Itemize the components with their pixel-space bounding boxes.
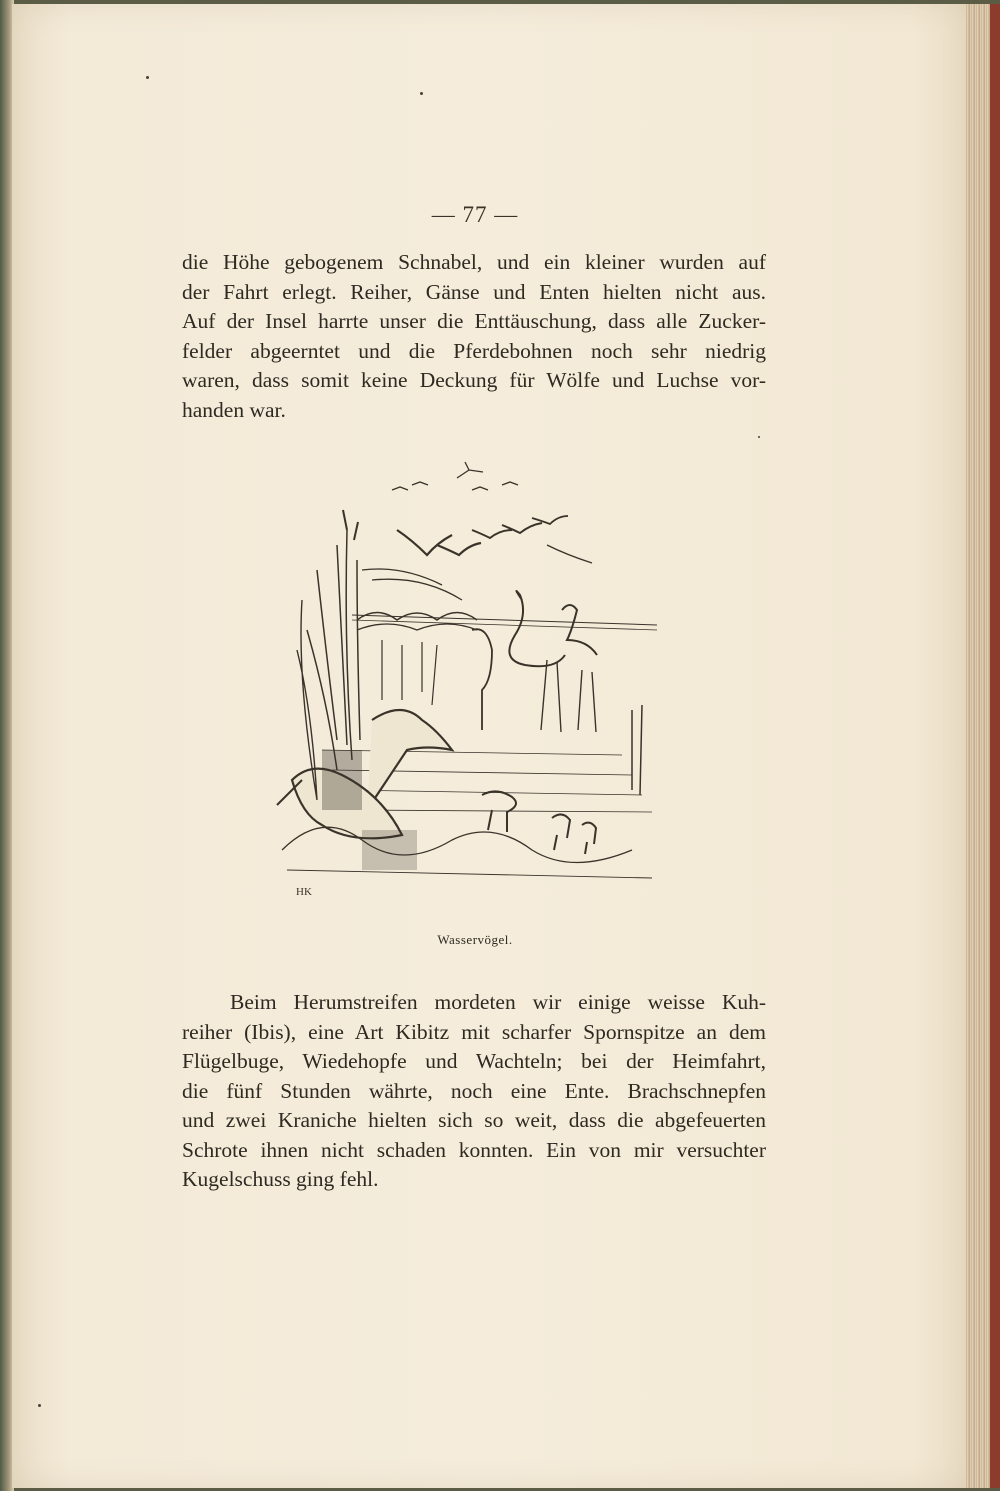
text-line: die fünf Stunden währte, noch eine Ente. Brachschnepfen bbox=[182, 1078, 766, 1103]
paragraph-2 bbox=[182, 988, 766, 1195]
page-number: — 77 — bbox=[431, 202, 519, 227]
figure-caption: Wasservögel. bbox=[437, 932, 513, 947]
text-line: Auf der Insel harrte unser die Enttäuschung, dass alle Zucker- bbox=[182, 309, 766, 333]
text-line: Beim Herumstreifen mordeten wir einige weisse Kuh- bbox=[230, 990, 766, 1014]
text-line: waren, dass somit keine Deckung für Wölfe und Luchse vor- bbox=[182, 368, 766, 392]
text-line: Kugelschuss ging fehl. bbox=[182, 1167, 379, 1191]
text-line: die Höhe gebogenem Schnabel, und ein kleiner wurden auf bbox=[182, 250, 766, 274]
text-line: der Fahrt erlegt. Reiher, Gänse und Enten hielten nicht aus. bbox=[182, 279, 766, 304]
text-line: Schrote ihnen nicht schaden konnten. Ein von mir versuchter bbox=[182, 1137, 766, 1162]
illustration-monogram: HK bbox=[296, 886, 312, 898]
text-line: Flügelbuge, Wiedehopfe und Wachteln; bei der Heimfahrt, bbox=[182, 1049, 766, 1073]
text-line: und zwei Kraniche hielten sich so weit, dass die abgefeuerten bbox=[182, 1108, 766, 1132]
text-line: reiher (Ibis), eine Art Kibitz mit scharfer Spornspitze an dem bbox=[182, 1019, 766, 1044]
text-line: handen war. bbox=[182, 397, 286, 422]
paper-speck bbox=[420, 92, 423, 95]
water-birds-engraving-icon bbox=[262, 450, 662, 905]
paragraph-1 bbox=[182, 248, 766, 425]
book-cover-edge bbox=[990, 4, 1000, 1488]
paper-speck bbox=[38, 1404, 41, 1407]
paper-speck bbox=[758, 436, 760, 438]
paper-speck bbox=[146, 76, 149, 79]
text-line: felder abgeerntet und die Pferdebohnen noch sehr niedrig bbox=[182, 338, 766, 363]
